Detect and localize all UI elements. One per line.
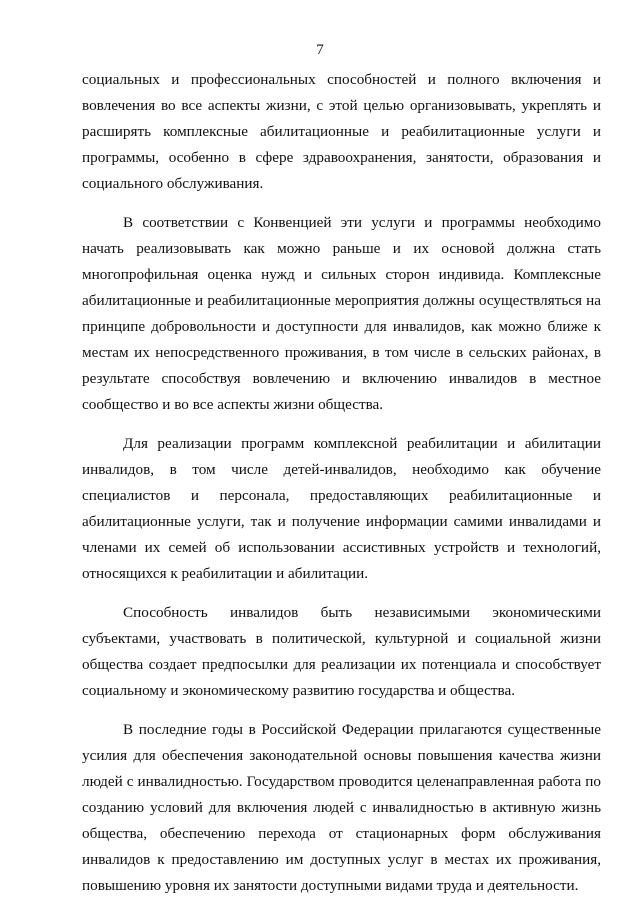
paragraph-5: В последние годы в Российской Федерации прилагаются существенные усилия для обеспечения законодательной основы повышения качества жизни людей с инвалидностью. Государством проводится целенаправленная работа по созданию условий для включения людей с инвалидностью в активную жизнь общества, обеспечению перехода от стационарных форм обслуживания инвалидов к предоставлению им доступных услуг в местах их проживания, повышению уровня их занятости доступными видами труда и деятельности. [82, 721, 601, 894]
paragraph-1: социальных и профессиональных способностей и полного включения и вовлечения во все аспекты жизни, с этой целью организовывать, укреплять и расширять комплексные абилитационные и реабилитационные услуги и программы, особенно в сфере здравоохранения, занятости, образования и социального обслуживания. [82, 71, 601, 192]
paragraph-2: В соответствии с Конвенцией эти услуги и программы необходимо начать реализовывать как можно раньше и их основой должна стать многопрофильная оценка нужд и сильных сторон индивида. Комплексные абилитационные и реабилитационные мероприятия должны осуществляться на принципе добровольности и доступности для инвалидов, как можно ближе к местам их непосредственного проживания, в том числе в сельских районах, в результате способствуя вовлечению и включению инвалидов в местное сообщество и во все аспекты жизни общества. [82, 214, 601, 413]
paragraph-4: Способность инвалидов быть независимыми экономическими субъектами, участвовать в политической, культурной и социальной жизни общества создает предпосылки для реализации их потенциала и способствует социальному и экономическому развитию государства и общества. [82, 604, 601, 699]
paragraph-3: Для реализации программ комплексной реабилитации и абилитации инвалидов, в том числе детей-инвалидов, необходимо как обучение специалистов и персонала, предоставляющих реабилитационные и абилитационные услуги, так и получение информации самими инвалидами и членами их семей об использовании ассистивных устройств и технологий, относящихся к реабилитации и абилитации. [82, 435, 601, 582]
body-text [82, 67, 601, 899]
page-number: 7 [316, 42, 324, 58]
